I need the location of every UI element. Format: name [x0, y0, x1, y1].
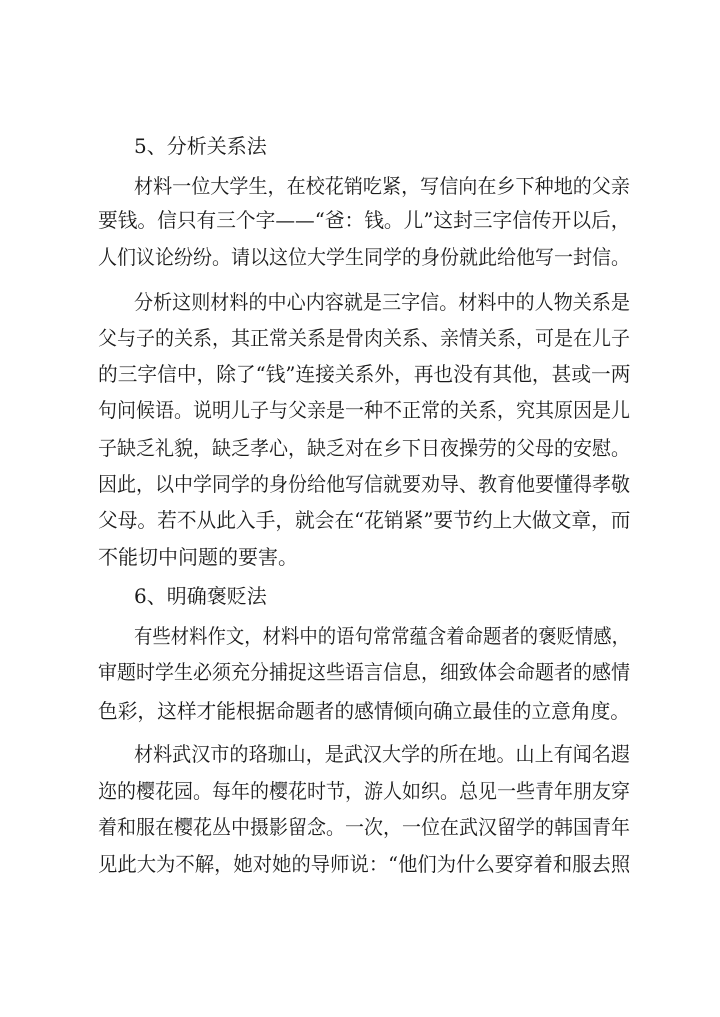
- paragraph-line: 有些材料作文，材料中的语句常常蕴含着命题者的褒贬情感，: [134, 624, 630, 648]
- paragraph-line: 着和服在樱花丛中摄影留念。一次，一位在武汉留学的韩国青年: [98, 815, 630, 839]
- paragraph-line: 迩的樱花园。每年的樱花时节，游人如织。总见一些青年朋友穿: [98, 779, 630, 803]
- paragraph-line: 分析这则材料的中心内容就是三字信。材料中的人物关系是: [134, 290, 630, 314]
- paragraph-line: 色彩，这样才能根据命题者的感情倾向确立最佳的立意角度。: [98, 699, 630, 723]
- section-heading: 6、明确褒贬法: [134, 584, 267, 608]
- paragraph-line: 材料武汉市的珞珈山，是武汉大学的所在地。山上有闻名遐: [134, 742, 630, 766]
- section-heading: 5、分析关系法: [134, 134, 267, 158]
- paragraph-line: 父与子的关系，其正常关系是骨肉关系、亲情关系，可是在儿子: [98, 326, 630, 350]
- paragraph-line: 人们议论纷纷。请以这位大学生同学的身份就此给他写一封信。: [98, 245, 630, 269]
- paragraph-line: 要钱。信只有三个字——“爸：钱。儿”这封三字信传开以后，: [98, 208, 631, 232]
- paragraph-line: 审题时学生必须充分捕捉这些语言信息，细致体会命题者的感情: [98, 660, 630, 684]
- paragraph-line: 父母。若不从此入手，就会在“花销紧”要节约上大做文章，而: [98, 508, 631, 532]
- paragraph-line: 材料一位大学生，在校花销吃紧，写信向在乡下种地的父亲: [134, 174, 630, 198]
- paragraph-line: 不能切中问题的要害。: [98, 545, 298, 569]
- paragraph-line: 因此，以中学同学的身份给他写信就要劝导、教育他要懂得孝敬: [98, 472, 630, 496]
- paragraph-line: 句问候语。说明儿子与父亲是一种不正常的关系，究其原因是儿: [98, 398, 630, 422]
- paragraph-line: 见此大为不解，她对她的导师说：“他们为什么要穿着和服去照: [98, 852, 631, 876]
- paragraph-line: 子缺乏礼貌，缺乏孝心，缺乏对在乡下日夜操劳的父母的安慰。: [98, 436, 630, 460]
- paragraph-line: 的三字信中，除了“钱”连接关系外，再也没有其他，甚或一两: [98, 362, 631, 386]
